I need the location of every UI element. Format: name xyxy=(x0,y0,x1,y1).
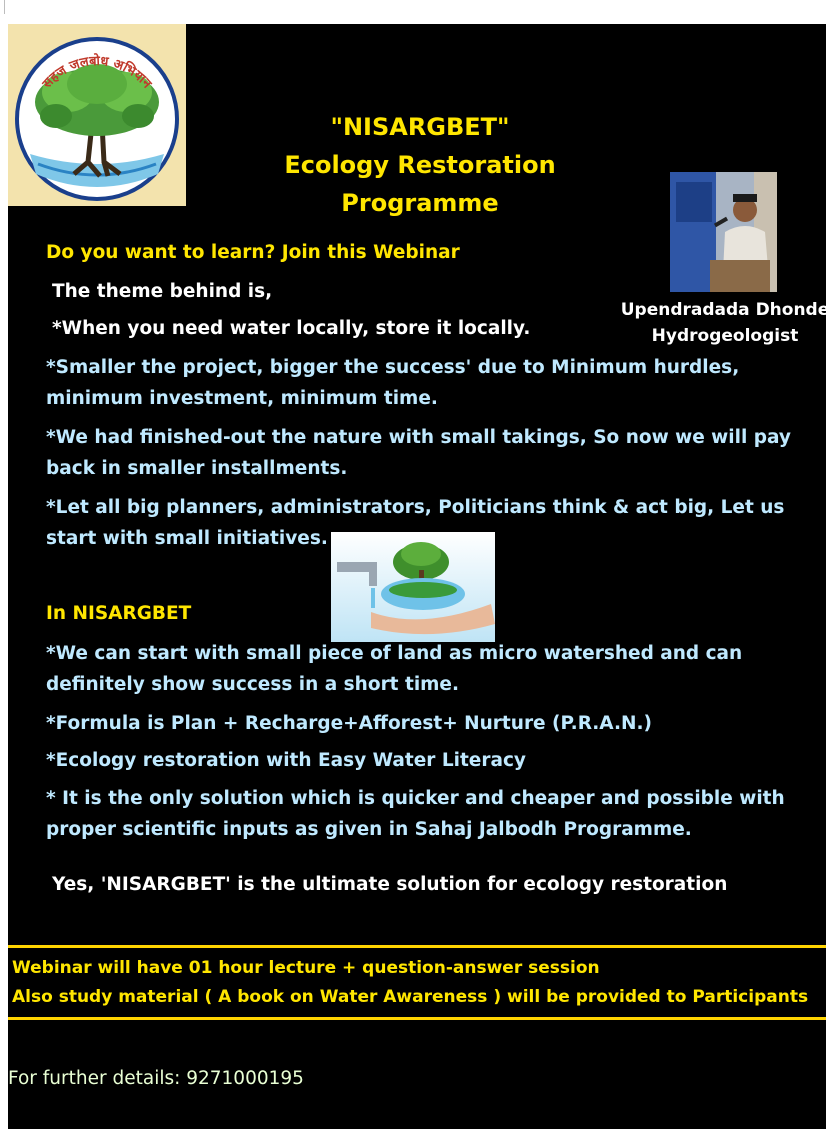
contact-details: For further details: 9271000195 xyxy=(8,1068,304,1089)
nisargbet-point-3: *Ecology restoration with Easy Water Literacy xyxy=(46,750,526,771)
notice-bottom-rule xyxy=(8,1017,826,1020)
tree-logo-icon xyxy=(8,24,186,206)
notice-line-1: Webinar will have 01 hour lecture + question-answer session xyxy=(12,958,600,978)
corner-mark xyxy=(4,0,5,14)
poster-title xyxy=(220,108,620,222)
nisargbet-conclusion: Yes, 'NISARGBET' is the ultimate solution for ecology restoration xyxy=(52,874,728,895)
speaker-info xyxy=(620,297,830,349)
top-margin xyxy=(0,0,835,24)
title-programme: Ecology Restoration Programme xyxy=(284,151,556,217)
intro-question: Do you want to learn? Join this Webinar xyxy=(46,242,460,263)
speaker-role: Hydrogeologist xyxy=(651,326,799,346)
water-hand-image xyxy=(331,532,495,642)
title-brand: "NISARGBET" xyxy=(330,113,510,141)
intro-point-2: *Smaller the project, bigger the success' due to Minimum hurdles, minimum investment, minimum time. xyxy=(46,357,740,409)
speaker-photo xyxy=(670,172,777,292)
notice-top-rule xyxy=(8,945,826,948)
intro-theme: The theme behind is, xyxy=(52,281,273,302)
nisargbet-point-1: *We can start with small piece of land as micro watershed and can definitely show success in a short time. xyxy=(46,643,743,695)
organization-logo xyxy=(8,24,186,206)
svg-text:सहज जलबोध अभियान: सहज जलबोध अभियान xyxy=(39,53,155,92)
nisargbet-point-2: *Formula is Plan + Recharge+Afforest+ Nurture (P.R.A.N.) xyxy=(46,713,652,734)
intro-point-3: *We had finished-out the nature with small takings, So now we will pay back in smaller installments. xyxy=(46,427,791,479)
intro-point-4: *Let all big planners, administrators, Politicians think & act big, Let us start with small initiatives. xyxy=(46,497,785,549)
intro-point-1: *When you need water locally, store it locally. xyxy=(52,318,531,339)
nisargbet-point-4: * It is the only solution which is quicker and cheaper and possible with proper scientific inputs as given in Sahaj Jalbodh Programme. xyxy=(46,788,785,840)
speaker-name: Upendradada Dhonde xyxy=(620,300,830,320)
nisargbet-heading: In NISARGBET xyxy=(46,603,192,624)
notice-line-2: Also study material ( A book on Water Awareness ) will be provided to Participants xyxy=(12,987,809,1007)
